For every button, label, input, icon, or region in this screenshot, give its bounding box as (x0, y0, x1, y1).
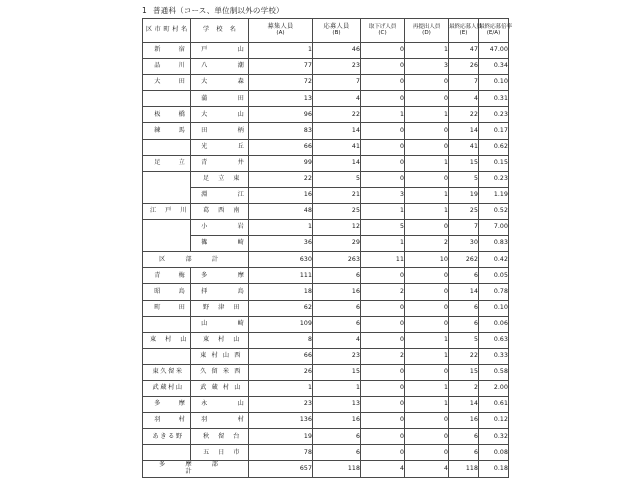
table-row (143, 348, 509, 364)
school-name: 小 岩 (201, 223, 250, 231)
cell-capacity: 1 (249, 380, 313, 396)
cell-final-applicants: 15 (449, 155, 479, 171)
cell-school (191, 203, 249, 219)
table-row (143, 43, 509, 59)
cell-final-ratio: 0.06 (479, 316, 509, 332)
cell-applicants: 4 (313, 332, 361, 348)
cell-school (191, 300, 249, 316)
total-label: 多 摩 部 計 (143, 461, 249, 477)
cell-school (191, 107, 249, 123)
total-withdrawn: 4 (361, 461, 405, 477)
cell-resubmitted: 1 (405, 397, 449, 413)
cell-resubmitted: 0 (405, 75, 449, 91)
school-name: 五 日 市 (203, 448, 243, 456)
city-name: 品 川 (154, 62, 191, 70)
table-row (143, 155, 509, 171)
cell-withdrawn: 0 (361, 445, 405, 461)
header-row (143, 19, 509, 43)
table-row (143, 413, 509, 429)
cell-final-applicants: 5 (449, 171, 479, 187)
school-name: 八 潮 (201, 62, 250, 70)
cell-final-ratio: 0.34 (479, 59, 509, 75)
cell-school (191, 59, 249, 75)
cell-final-applicants: 7 (449, 220, 479, 236)
cell-final-applicants: 4 (449, 91, 479, 107)
cell-capacity: 72 (249, 75, 313, 91)
table-row (143, 203, 509, 219)
cell-withdrawn: 0 (361, 123, 405, 139)
cell-final-ratio: 1.19 (479, 187, 509, 203)
table-row (143, 332, 509, 348)
cell-resubmitted: 0 (405, 316, 449, 332)
table-row (143, 91, 509, 107)
cell-city (143, 364, 191, 380)
cell-capacity: 136 (249, 413, 313, 429)
cell-withdrawn: 0 (361, 75, 405, 91)
cell-capacity: 62 (249, 300, 313, 316)
cell-applicants: 23 (313, 348, 361, 364)
tama-total-row (143, 461, 509, 477)
cell-school (191, 220, 249, 236)
column-header-withdrawn: 取下げ人員 (C) (361, 19, 405, 43)
cell-withdrawn: 1 (361, 236, 405, 252)
cell-final-applicants: 14 (449, 284, 479, 300)
cell-city (143, 107, 191, 123)
cell-city (143, 300, 191, 316)
cell-applicants: 6 (313, 445, 361, 461)
cell-final-ratio: 0.32 (479, 429, 509, 445)
cell-final-ratio: 0.10 (479, 300, 509, 316)
cell-capacity: 36 (249, 236, 313, 252)
table-row (143, 397, 509, 413)
cell-school (191, 43, 249, 59)
cell-applicants: 25 (313, 203, 361, 219)
cell-school (191, 445, 249, 461)
cell-withdrawn: 0 (361, 268, 405, 284)
cell-school (191, 139, 249, 155)
school-name: 久 留 米 西 (200, 368, 243, 376)
city-name: 足 立 (154, 158, 191, 166)
cell-final-applicants: 14 (449, 397, 479, 413)
cell-withdrawn: 5 (361, 220, 405, 236)
city-name: 町 田 (154, 303, 191, 311)
cell-resubmitted: 0 (405, 445, 449, 461)
cell-final-ratio: 0.62 (479, 139, 509, 155)
school-name: 光 丘 (201, 142, 250, 150)
cell-resubmitted: 1 (405, 348, 449, 364)
cell-final-ratio: 47.00 (479, 43, 509, 59)
total-capacity: 630 (249, 252, 313, 268)
cell-final-applicants: 7 (449, 75, 479, 91)
cell-resubmitted: 0 (405, 284, 449, 300)
total-applicants: 263 (313, 252, 361, 268)
cell-applicants: 6 (313, 268, 361, 284)
cell-applicants: 6 (313, 300, 361, 316)
cell-final-ratio: 0.58 (479, 364, 509, 380)
table-row (143, 236, 509, 252)
table-body (143, 43, 509, 478)
cell-applicants: 16 (313, 284, 361, 300)
cell-capacity: 23 (249, 397, 313, 413)
cell-final-ratio: 2.00 (479, 380, 509, 396)
school-name: 葛 西 南 (203, 207, 243, 215)
cell-capacity: 109 (249, 316, 313, 332)
cell-withdrawn: 2 (361, 284, 405, 300)
city-name: 江 戸 川 (150, 207, 190, 215)
cell-final-applicants: 2 (449, 380, 479, 396)
cell-withdrawn: 0 (361, 300, 405, 316)
cell-withdrawn: 1 (361, 203, 405, 219)
total-final-ratio: 0.18 (479, 461, 509, 477)
total-label: 区 部 計 (143, 252, 249, 268)
cell-school (191, 413, 249, 429)
school-name: 東 村 山 (203, 335, 243, 343)
school-name: 大 森 (201, 78, 250, 86)
cell-capacity: 8 (249, 332, 313, 348)
total-final-applicants: 262 (449, 252, 479, 268)
cell-school (191, 75, 249, 91)
cell-resubmitted: 1 (405, 43, 449, 59)
cell-final-ratio: 0.17 (479, 123, 509, 139)
table-row (143, 316, 509, 332)
cell-applicants: 41 (313, 139, 361, 155)
cell-capacity: 96 (249, 107, 313, 123)
city-name: 昭 島 (154, 287, 191, 295)
cell-final-ratio: 0.63 (479, 332, 509, 348)
cell-capacity: 16 (249, 187, 313, 203)
city-name: 板 橋 (154, 110, 191, 118)
cell-final-ratio: 0.31 (479, 91, 509, 107)
cell-applicants: 15 (313, 364, 361, 380)
school-name: 秋 留 台 (203, 432, 243, 440)
cell-city (143, 187, 191, 203)
cell-resubmitted: 0 (405, 171, 449, 187)
cell-school (191, 123, 249, 139)
cell-final-applicants: 47 (449, 43, 479, 59)
cell-final-applicants: 30 (449, 236, 479, 252)
cell-withdrawn: 0 (361, 316, 405, 332)
cell-final-ratio: 0.15 (479, 155, 509, 171)
admissions-table (142, 18, 512, 478)
cell-applicants: 6 (313, 316, 361, 332)
cell-withdrawn: 2 (361, 348, 405, 364)
cell-capacity: 77 (249, 59, 313, 75)
title-index: 1 (142, 6, 147, 15)
cell-resubmitted: 0 (405, 91, 449, 107)
school-name: 野 津 田 (203, 303, 243, 311)
cell-city (143, 268, 191, 284)
column-header-final-applicants: 最終応募人員 (E) (449, 19, 479, 43)
city-name: 青 梅 (154, 271, 191, 279)
cell-capacity: 13 (249, 91, 313, 107)
cell-school (191, 397, 249, 413)
cell-final-applicants: 22 (449, 348, 479, 364)
cell-applicants: 14 (313, 123, 361, 139)
cell-resubmitted: 0 (405, 364, 449, 380)
cell-final-ratio: 0.83 (479, 236, 509, 252)
cell-capacity: 1 (249, 43, 313, 59)
school-name: 拝 島 (201, 287, 250, 295)
cell-city (143, 59, 191, 75)
cell-applicants: 16 (313, 413, 361, 429)
cell-school (191, 348, 249, 364)
cell-withdrawn: 0 (361, 59, 405, 75)
cell-withdrawn: 0 (361, 429, 405, 445)
cell-final-applicants: 6 (449, 445, 479, 461)
city-name: 新 宿 (154, 46, 191, 54)
table-header (143, 19, 512, 43)
cell-final-ratio: 0.52 (479, 203, 509, 219)
cell-capacity: 78 (249, 445, 313, 461)
cell-applicants: 7 (313, 75, 361, 91)
table-row (143, 59, 509, 75)
cell-withdrawn: 0 (361, 171, 405, 187)
cell-applicants: 21 (313, 187, 361, 203)
cell-city (143, 236, 191, 252)
cell-city (143, 203, 191, 219)
total-withdrawn: 11 (361, 252, 405, 268)
page-title (142, 5, 284, 16)
total-capacity: 657 (249, 461, 313, 477)
column-header-school: 学 校 名 (191, 19, 249, 43)
cell-city (143, 348, 191, 364)
cell-capacity: 22 (249, 171, 313, 187)
cell-applicants: 14 (313, 155, 361, 171)
cell-withdrawn: 0 (361, 332, 405, 348)
cell-withdrawn: 1 (361, 107, 405, 123)
cell-capacity: 83 (249, 123, 313, 139)
cell-school (191, 155, 249, 171)
cell-withdrawn: 0 (361, 397, 405, 413)
cell-capacity: 111 (249, 268, 313, 284)
cell-capacity: 26 (249, 364, 313, 380)
cell-school (191, 91, 249, 107)
column-header-applicants: 応募人員 (B) (313, 19, 361, 43)
school-name: 足 立 東 (203, 175, 243, 183)
column-header-final-ratio: 最終応募倍率 (E/A) (479, 19, 509, 43)
school-name: 田 柄 (201, 126, 250, 134)
cell-resubmitted: 0 (405, 220, 449, 236)
cell-final-applicants: 6 (449, 316, 479, 332)
cell-final-ratio: 0.61 (479, 397, 509, 413)
cell-resubmitted: 2 (405, 236, 449, 252)
cell-applicants: 1 (313, 380, 361, 396)
table-row (143, 123, 509, 139)
cell-city (143, 123, 191, 139)
cell-final-applicants: 5 (449, 332, 479, 348)
cell-final-applicants: 26 (449, 59, 479, 75)
cell-resubmitted: 1 (405, 187, 449, 203)
cell-final-ratio: 0.33 (479, 348, 509, 364)
cell-school (191, 268, 249, 284)
city-name: 羽 村 (154, 416, 191, 424)
school-name: 篠 崎 (201, 239, 250, 247)
table-row (143, 284, 509, 300)
table-row (143, 445, 509, 461)
title-text: 普通科（コース、単位制以外の学校） (152, 6, 284, 15)
school-name: 青 井 (201, 158, 250, 166)
cell-school (191, 429, 249, 445)
cell-city (143, 316, 191, 332)
school-name: 羽 村 (201, 416, 250, 424)
cell-applicants: 4 (313, 91, 361, 107)
cell-final-ratio: 7.00 (479, 220, 509, 236)
cell-city (143, 91, 191, 107)
cell-city (143, 75, 191, 91)
school-name: 多 摩 (201, 271, 250, 279)
column-header-city: 区市町村名 (143, 19, 191, 43)
cell-resubmitted: 0 (405, 413, 449, 429)
cell-school (191, 332, 249, 348)
table-row (143, 380, 509, 396)
city-name: 多 摩 (154, 400, 191, 408)
school-name: 山 崎 (201, 319, 250, 327)
cell-resubmitted: 1 (405, 155, 449, 171)
cell-final-ratio: 0.78 (479, 284, 509, 300)
school-name: 大 山 (201, 110, 250, 118)
ward-total-row (143, 252, 509, 268)
cell-final-ratio: 0.05 (479, 268, 509, 284)
column-header-resubmitted: 再提出人員 (D) (405, 19, 449, 43)
cell-resubmitted: 1 (405, 203, 449, 219)
cell-final-ratio: 0.23 (479, 107, 509, 123)
cell-applicants: 12 (313, 220, 361, 236)
cell-final-applicants: 15 (449, 364, 479, 380)
table-row (143, 171, 509, 187)
cell-school (191, 187, 249, 203)
cell-withdrawn: 3 (361, 187, 405, 203)
cell-school (191, 364, 249, 380)
cell-applicants: 5 (313, 171, 361, 187)
cell-city (143, 220, 191, 236)
table-row (143, 139, 509, 155)
cell-final-applicants: 14 (449, 123, 479, 139)
cell-city (143, 380, 191, 396)
cell-resubmitted: 0 (405, 139, 449, 155)
cell-final-applicants: 6 (449, 268, 479, 284)
cell-final-ratio: 0.23 (479, 171, 509, 187)
cell-resubmitted: 3 (405, 59, 449, 75)
city-name: 練 馬 (154, 126, 191, 134)
cell-school (191, 284, 249, 300)
cell-resubmitted: 1 (405, 332, 449, 348)
cell-city (143, 284, 191, 300)
city-name: 武蔵村山 (152, 384, 184, 392)
cell-capacity: 48 (249, 203, 313, 219)
table-row (143, 300, 509, 316)
cell-withdrawn: 0 (361, 43, 405, 59)
school-name: 東 村 山 西 (200, 352, 243, 360)
table-row (143, 75, 509, 91)
cell-capacity: 66 (249, 348, 313, 364)
cell-applicants: 29 (313, 236, 361, 252)
cell-resubmitted: 0 (405, 300, 449, 316)
cell-city (143, 43, 191, 59)
cell-resubmitted: 0 (405, 429, 449, 445)
cell-capacity: 99 (249, 155, 313, 171)
table-row (143, 364, 509, 380)
cell-city (143, 171, 191, 187)
cell-withdrawn: 0 (361, 139, 405, 155)
city-name: 東 村 山 (150, 335, 190, 343)
cell-school (191, 171, 249, 187)
cell-applicants: 46 (313, 43, 361, 59)
cell-final-ratio: 0.10 (479, 75, 509, 91)
cell-resubmitted: 0 (405, 268, 449, 284)
cell-city (143, 397, 191, 413)
school-name: 蒲 田 (201, 94, 250, 102)
total-applicants: 118 (313, 461, 361, 477)
total-resubmitted: 10 (405, 252, 449, 268)
cell-school (191, 380, 249, 396)
cell-withdrawn: 0 (361, 413, 405, 429)
cell-final-applicants: 6 (449, 300, 479, 316)
cell-withdrawn: 0 (361, 364, 405, 380)
cell-resubmitted: 0 (405, 123, 449, 139)
cell-withdrawn: 0 (361, 91, 405, 107)
school-name: 永 山 (201, 400, 250, 408)
cell-final-applicants: 22 (449, 107, 479, 123)
cell-applicants: 13 (313, 397, 361, 413)
cell-resubmitted: 1 (405, 107, 449, 123)
city-name: あきる野 (152, 432, 184, 440)
cell-city (143, 139, 191, 155)
cell-withdrawn: 0 (361, 155, 405, 171)
cell-school (191, 236, 249, 252)
cell-resubmitted: 1 (405, 380, 449, 396)
cell-applicants: 23 (313, 59, 361, 75)
cell-final-applicants: 41 (449, 139, 479, 155)
cell-final-applicants: 19 (449, 187, 479, 203)
total-final-applicants: 118 (449, 461, 479, 477)
cell-capacity: 18 (249, 284, 313, 300)
school-name: 戸 山 (201, 46, 250, 54)
total-resubmitted: 4 (405, 461, 449, 477)
table-row (143, 429, 509, 445)
cell-final-ratio: 0.12 (479, 413, 509, 429)
total-final-ratio: 0.42 (479, 252, 509, 268)
city-name: 大 田 (154, 78, 191, 86)
cell-final-applicants: 25 (449, 203, 479, 219)
cell-city (143, 413, 191, 429)
cell-final-applicants: 16 (449, 413, 479, 429)
column-header-capacity: 募集人員 (A) (249, 19, 313, 43)
cell-city (143, 445, 191, 461)
cell-capacity: 1 (249, 220, 313, 236)
cell-capacity: 19 (249, 429, 313, 445)
cell-withdrawn: 0 (361, 380, 405, 396)
table-row (143, 107, 509, 123)
cell-capacity: 66 (249, 139, 313, 155)
cell-city (143, 429, 191, 445)
table-row (143, 220, 509, 236)
city-name: 東久留米 (152, 368, 184, 376)
school-name: 淵 江 (201, 191, 250, 199)
cell-school (191, 316, 249, 332)
cell-applicants: 22 (313, 107, 361, 123)
cell-applicants: 6 (313, 429, 361, 445)
cell-city (143, 155, 191, 171)
school-name: 武 蔵 村 山 (200, 384, 243, 392)
cell-city (143, 332, 191, 348)
cell-final-ratio: 0.08 (479, 445, 509, 461)
table-row (143, 268, 509, 284)
table-row (143, 187, 509, 203)
cell-final-applicants: 6 (449, 429, 479, 445)
